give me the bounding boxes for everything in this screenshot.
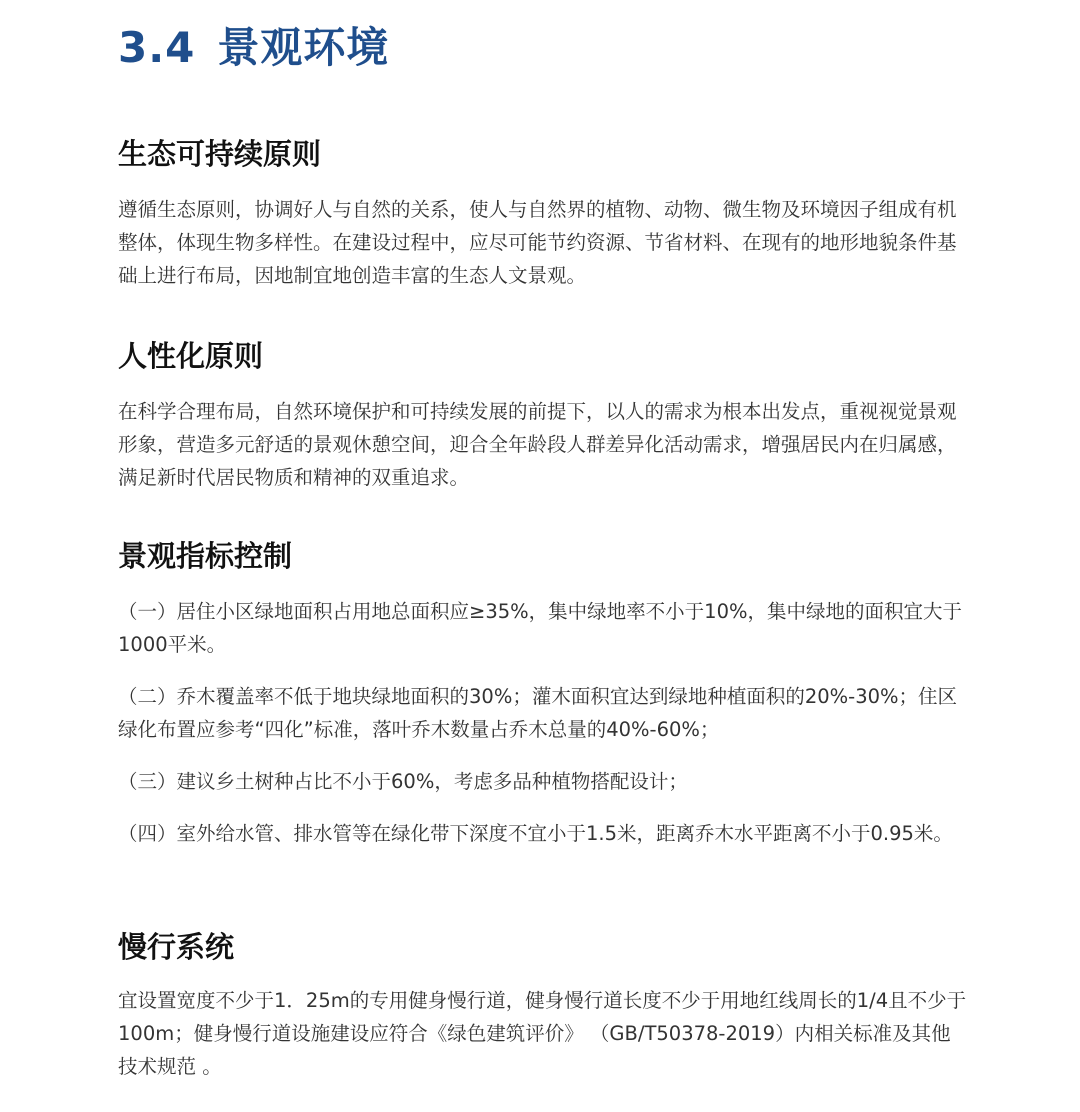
section-landscape-index-control <box>118 537 968 850</box>
chapter-title-text: 景观环境 <box>217 23 390 72</box>
section-paragraph: 遵循生态原则，协调好人与自然的关系，使人与自然界的植物、动物、微生物及环境因子组成有机整体，体现生物多样性。在建设过程中，应尽可能节约资源、节省材料、在现有的地形地貌条件基础上进行布局，因地制宜地创造丰富的生态人文景观。 <box>118 198 957 287</box>
list-item: （一）居住小区绿地面积占用地总面积应≥35%，集中绿地率不小于10%，集中绿地的面积宜大于1000平米。 <box>118 600 963 656</box>
section-title: 人性化原则 <box>118 339 264 373</box>
section-title: 景观指标控制 <box>118 539 293 573</box>
document-page <box>118 0 968 1078</box>
section-title: 慢行系统 <box>118 930 235 964</box>
section-paragraph: 在科学合理布局，自然环境保护和可持续发展的前提下，以人的需求为根本出发点，重视视觉景观形象，营造多元舒适的景观休憩空间，迎合全年龄段人群差异化活动需求，增强居民内在归属感，满足新时代居民物质和精神的双重追求。 <box>118 400 957 489</box>
section-ecological-principle <box>118 135 968 292</box>
list-item: （三）建议乡土树种占比不小于60%，考虑多品种植物搭配设计； <box>118 770 688 793</box>
list-item: （四）室外给水管、排水管等在绿化带下深度不宜小于1.5米，距离乔木水平距离不小于0.95米。 <box>118 822 953 845</box>
chapter-number: 3.4 <box>118 23 196 72</box>
section-humanized-principle <box>118 337 968 494</box>
section-slow-traffic-system <box>118 928 968 1083</box>
section-title: 生态可持续原则 <box>118 137 322 171</box>
list-item: （二）乔木覆盖率不低于地块绿地面积的30%；灌木面积宜达到绿地种植面积的20%-30%；住区绿化布置应参考“四化”标准，落叶乔木数量占乔木总量的40%-60%； <box>118 685 958 741</box>
chapter-title <box>118 0 968 80</box>
section-paragraph: 宜设置宽度不少于1．25m的专用健身慢行道，健身慢行道长度不少于用地红线周长的1/4且不少于100m；健身慢行道设施建设应符合《绿色建筑评价》 （GB/T50378-2019）内相关标准及其他技术规范 。 <box>118 989 967 1078</box>
